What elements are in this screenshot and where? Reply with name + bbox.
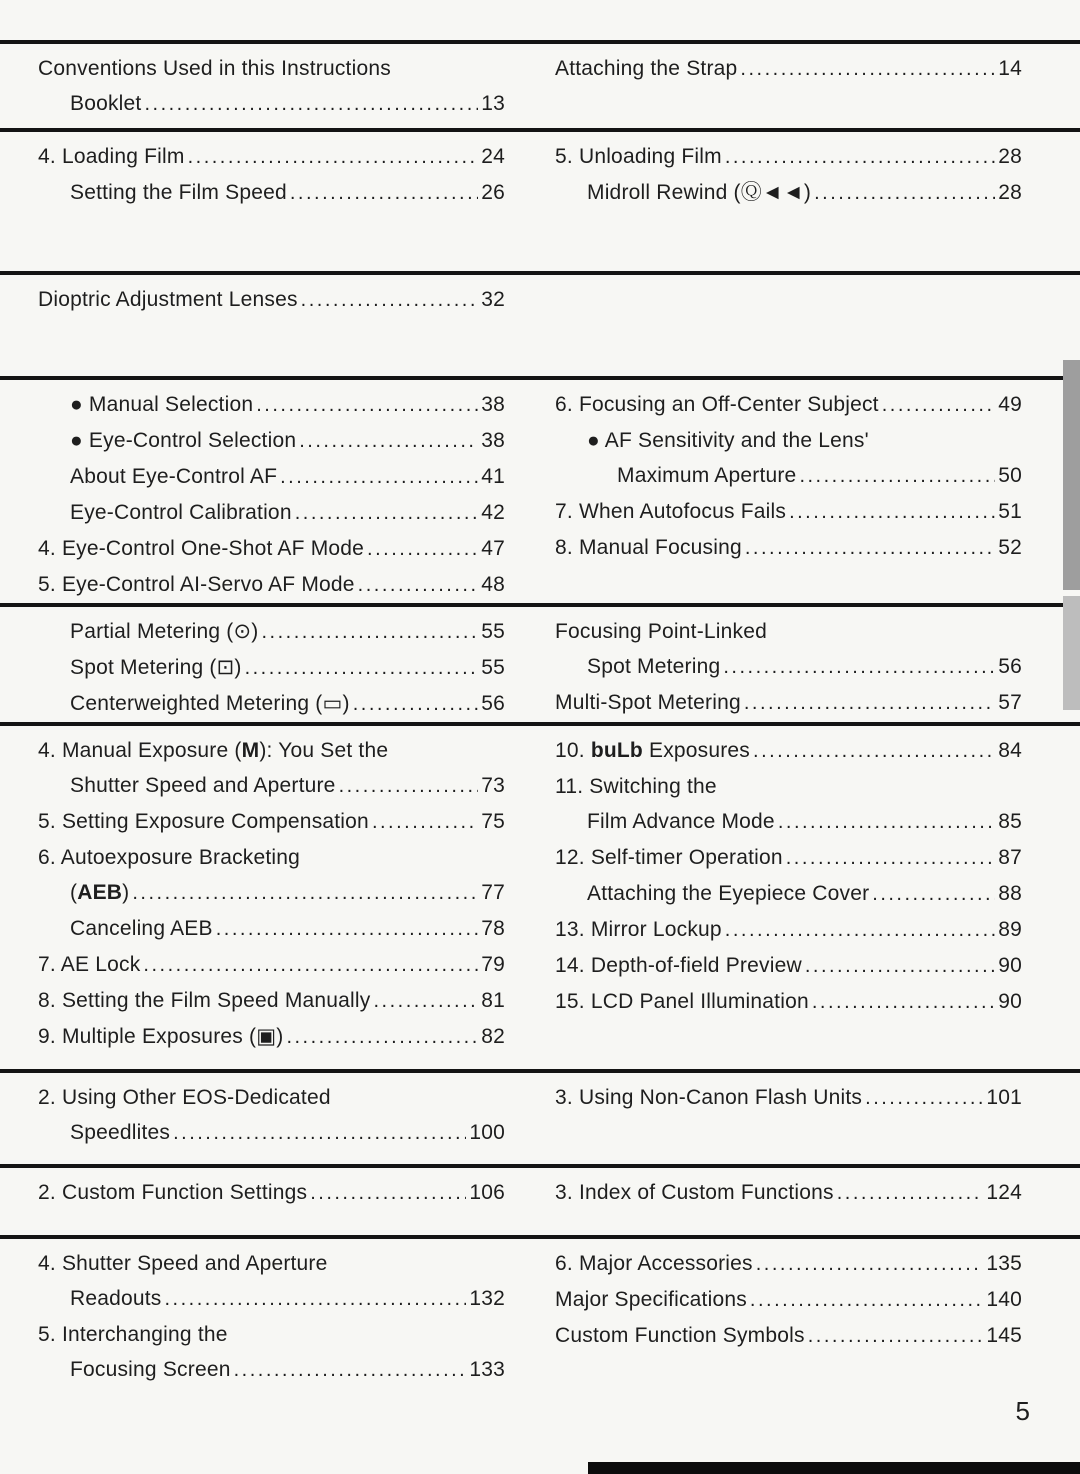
entry-text: Eye-Control Calibration bbox=[70, 501, 292, 524]
dot-leader bbox=[745, 530, 995, 566]
toc-entry bbox=[38, 1317, 505, 1352]
dot-leader bbox=[805, 948, 995, 984]
entry-page: 14 bbox=[998, 57, 1022, 80]
toc-section bbox=[0, 603, 1080, 722]
entry-page: 51 bbox=[998, 500, 1022, 523]
entry-text: 5. Setting Exposure Compensation bbox=[38, 810, 369, 833]
entry-text: Readouts bbox=[70, 1287, 162, 1310]
toc-entry bbox=[38, 175, 505, 211]
entry-page: 81 bbox=[481, 989, 505, 1012]
entry-text: 5. Unloading Film bbox=[555, 145, 722, 168]
entry-page: 145 bbox=[986, 1324, 1022, 1347]
entry-page: 32 bbox=[481, 288, 505, 311]
toc-column-right bbox=[555, 139, 1022, 271]
toc-entry bbox=[38, 840, 505, 875]
entry-text: 4. Manual Exposure (M): You Set the bbox=[38, 739, 389, 762]
dot-leader bbox=[256, 387, 478, 423]
dot-leader bbox=[740, 51, 995, 87]
dot-leader bbox=[310, 1175, 466, 1211]
dot-leader bbox=[756, 1246, 984, 1282]
toc-entry bbox=[555, 769, 1022, 804]
entry-text: 3. Using Non-Canon Flash Units bbox=[555, 1086, 863, 1109]
dot-leader bbox=[808, 1318, 984, 1354]
dot-leader bbox=[837, 1175, 984, 1211]
dot-leader bbox=[216, 911, 479, 947]
entry-text: Setting the Film Speed bbox=[70, 181, 287, 204]
toc-entry bbox=[555, 804, 1022, 840]
entry-page: 100 bbox=[469, 1121, 505, 1144]
entry-page: 38 bbox=[481, 393, 505, 416]
entry-text: (AEB) bbox=[70, 881, 130, 904]
entry-text: 15. LCD Panel Illumination bbox=[555, 990, 809, 1013]
dot-leader bbox=[799, 458, 995, 494]
entry-page: 106 bbox=[469, 1181, 505, 1204]
toc-entry bbox=[38, 1175, 505, 1211]
dot-leader bbox=[373, 983, 478, 1019]
entry-page: 50 bbox=[998, 464, 1022, 487]
toc-entry bbox=[555, 139, 1022, 175]
entry-text: 4. Eye-Control One-Shot AF Mode bbox=[38, 537, 365, 560]
entry-page: 75 bbox=[481, 810, 505, 833]
toc-entry bbox=[38, 947, 505, 983]
dot-leader bbox=[367, 531, 478, 567]
entry-text: ● AF Sensitivity and the Lens' bbox=[587, 429, 869, 452]
entry-text: Custom Function Symbols bbox=[555, 1324, 805, 1347]
toc-entry bbox=[38, 139, 505, 175]
toc-entry bbox=[38, 51, 505, 86]
entry-text: 8. Manual Focusing bbox=[555, 536, 742, 559]
toc-entry bbox=[38, 1246, 505, 1281]
toc-section bbox=[0, 722, 1080, 1069]
entry-text: Maximum Aperture bbox=[617, 464, 797, 487]
dot-leader bbox=[295, 495, 479, 531]
dot-leader bbox=[173, 1115, 466, 1151]
page-bottom-bar bbox=[588, 1462, 1080, 1474]
entry-text: 7. When Autofocus Fails bbox=[555, 500, 787, 523]
entry-page: 84 bbox=[998, 739, 1022, 762]
dot-leader bbox=[188, 139, 479, 175]
entry-text: Film Advance Mode bbox=[587, 810, 775, 833]
entry-text: 6. Autoexposure Bracketing bbox=[38, 846, 301, 869]
entry-text: Spot Metering (⊡) bbox=[70, 656, 242, 679]
toc-entry bbox=[38, 1352, 505, 1388]
entry-text: Attaching the Strap bbox=[555, 57, 738, 80]
toc-entry bbox=[38, 983, 505, 1019]
entry-page: 124 bbox=[986, 1181, 1022, 1204]
dot-leader bbox=[144, 86, 478, 122]
dot-leader bbox=[132, 875, 478, 911]
toc-column-right bbox=[555, 387, 1022, 603]
entry-text: Attaching the Eyepiece Cover bbox=[587, 882, 870, 905]
toc-entry bbox=[38, 1115, 505, 1151]
entry-page: 78 bbox=[481, 917, 505, 940]
toc-entry bbox=[555, 51, 1022, 87]
entry-text: 13. Mirror Lockup bbox=[555, 918, 722, 941]
entry-text: 4. Loading Film bbox=[38, 145, 185, 168]
toc-entry bbox=[555, 530, 1022, 566]
entry-page: 26 bbox=[481, 181, 505, 204]
toc-section bbox=[0, 1235, 1080, 1405]
entry-text: 6. Major Accessories bbox=[555, 1252, 753, 1275]
dot-leader bbox=[372, 804, 478, 840]
toc-entry bbox=[555, 1080, 1022, 1116]
dot-leader bbox=[812, 984, 995, 1020]
entry-text: Booklet bbox=[70, 92, 142, 115]
dot-leader bbox=[143, 947, 478, 983]
toc-entry bbox=[555, 175, 1022, 211]
toc-entry bbox=[555, 1246, 1022, 1282]
toc-entry bbox=[555, 1282, 1022, 1318]
toc-entry bbox=[555, 494, 1022, 530]
toc-column-right bbox=[555, 1175, 1022, 1235]
toc-entry bbox=[38, 768, 505, 804]
entry-page: 132 bbox=[469, 1287, 505, 1310]
chapter-edge-tab bbox=[1063, 360, 1080, 590]
toc-section bbox=[0, 40, 1080, 128]
toc-entry bbox=[38, 387, 505, 423]
entry-text: Multi-Spot Metering bbox=[555, 691, 741, 714]
toc-column-right bbox=[555, 1080, 1022, 1164]
toc-column-left bbox=[38, 1175, 505, 1235]
toc-entry bbox=[38, 86, 505, 122]
entry-text: 2. Custom Function Settings bbox=[38, 1181, 308, 1204]
entry-page: 52 bbox=[998, 536, 1022, 559]
entry-page: 87 bbox=[998, 846, 1022, 869]
entry-text: Canceling AEB bbox=[70, 917, 213, 940]
entry-page: 57 bbox=[998, 691, 1022, 714]
toc-column-left bbox=[38, 1080, 505, 1164]
toc-entry bbox=[38, 614, 505, 650]
toc-column-left bbox=[38, 387, 505, 603]
entry-page: 13 bbox=[481, 92, 505, 115]
entry-text: 5. Eye-Control AI-Servo AF Mode bbox=[38, 573, 355, 596]
toc-column-right bbox=[555, 614, 1022, 722]
entry-page: 28 bbox=[998, 181, 1022, 204]
toc-entry bbox=[555, 458, 1022, 494]
entry-text: Spot Metering bbox=[587, 655, 721, 678]
entry-text: About Eye-Control AF bbox=[70, 465, 278, 488]
entry-page: 47 bbox=[481, 537, 505, 560]
toc-section bbox=[0, 128, 1080, 271]
dot-leader bbox=[725, 912, 995, 948]
toc-section bbox=[0, 1164, 1080, 1235]
entry-text: 11. Switching the bbox=[555, 775, 717, 798]
dot-leader bbox=[234, 1352, 467, 1388]
dot-leader bbox=[358, 567, 479, 603]
entry-page: 56 bbox=[481, 692, 505, 715]
dot-leader bbox=[744, 685, 995, 721]
entry-text: Centerweighted Metering (▭) bbox=[70, 692, 350, 715]
entry-text: 8. Setting the Film Speed Manually bbox=[38, 989, 371, 1012]
toc-entry bbox=[38, 459, 505, 495]
entry-page: 133 bbox=[469, 1358, 505, 1381]
dot-leader bbox=[301, 282, 479, 318]
toc-entry bbox=[555, 614, 1022, 649]
entry-page: 135 bbox=[986, 1252, 1022, 1275]
toc-entry bbox=[555, 1175, 1022, 1211]
toc-entry bbox=[555, 733, 1022, 769]
entry-page: 85 bbox=[998, 810, 1022, 833]
toc-entry bbox=[555, 948, 1022, 984]
dot-leader bbox=[814, 175, 995, 211]
entry-page: 55 bbox=[481, 620, 505, 643]
entry-page: 24 bbox=[481, 145, 505, 168]
dot-leader bbox=[339, 768, 479, 804]
toc-entry bbox=[555, 876, 1022, 912]
dot-leader bbox=[165, 1281, 467, 1317]
toc-entry bbox=[38, 282, 505, 318]
page-number: 5 bbox=[1015, 1396, 1030, 1426]
toc-column-left bbox=[38, 282, 505, 376]
dot-leader bbox=[882, 387, 996, 423]
toc-entry bbox=[38, 875, 505, 911]
toc-entry bbox=[38, 686, 505, 722]
entry-page: 88 bbox=[998, 882, 1022, 905]
dot-leader bbox=[286, 1019, 478, 1055]
dot-leader bbox=[280, 459, 478, 495]
entry-page: 90 bbox=[998, 954, 1022, 977]
entry-text: Midroll Rewind (Ⓠ◄◄) bbox=[587, 181, 812, 204]
dot-leader bbox=[261, 614, 478, 650]
toc-entry bbox=[555, 840, 1022, 876]
toc-entry bbox=[38, 495, 505, 531]
entry-text: Focusing Screen bbox=[70, 1358, 231, 1381]
dot-leader bbox=[290, 175, 478, 211]
toc-column-left bbox=[38, 733, 505, 1069]
dot-leader bbox=[299, 423, 478, 459]
toc-entry bbox=[38, 567, 505, 603]
toc-entry bbox=[38, 733, 505, 768]
toc-entry bbox=[555, 423, 1022, 458]
entry-text: 5. Interchanging the bbox=[38, 1323, 228, 1346]
entry-page: 79 bbox=[481, 953, 505, 976]
entry-text: Major Specifications bbox=[555, 1288, 747, 1311]
entry-text: Speedlites bbox=[70, 1121, 171, 1144]
entry-text: 14. Depth-of-field Preview bbox=[555, 954, 802, 977]
entry-text: 9. Multiple Exposures (▣) bbox=[38, 1025, 284, 1048]
toc-column-left bbox=[38, 1246, 505, 1405]
entry-text: ● Manual Selection bbox=[70, 393, 254, 416]
entry-page: 89 bbox=[998, 918, 1022, 941]
dot-leader bbox=[865, 1080, 983, 1116]
toc-entry bbox=[555, 912, 1022, 948]
entry-text: 6. Focusing an Off-Center Subject bbox=[555, 393, 879, 416]
entry-text: 3. Index of Custom Functions bbox=[555, 1181, 834, 1204]
dot-leader bbox=[753, 733, 995, 769]
entry-page: 56 bbox=[998, 655, 1022, 678]
toc-entry bbox=[555, 984, 1022, 1020]
entry-text: Partial Metering (⊙) bbox=[70, 620, 259, 643]
toc-entry bbox=[555, 387, 1022, 423]
entry-text: Shutter Speed and Aperture bbox=[70, 774, 336, 797]
dot-leader bbox=[353, 686, 479, 722]
entry-page: 73 bbox=[481, 774, 505, 797]
entry-text: Conventions Used in this Instructions bbox=[38, 57, 391, 80]
entry-text: 2. Using Other EOS-Dedicated bbox=[38, 1086, 331, 1109]
toc-entry bbox=[38, 1080, 505, 1115]
toc-entry bbox=[38, 804, 505, 840]
entry-page: 28 bbox=[998, 145, 1022, 168]
entry-page: 48 bbox=[481, 573, 505, 596]
dot-leader bbox=[723, 649, 995, 685]
entry-page: 77 bbox=[481, 881, 505, 904]
toc-column-left bbox=[38, 614, 505, 722]
toc-entry bbox=[555, 685, 1022, 721]
entry-page: 38 bbox=[481, 429, 505, 452]
dot-leader bbox=[725, 139, 995, 175]
entry-text: Dioptric Adjustment Lenses bbox=[38, 288, 298, 311]
toc-column-left bbox=[38, 139, 505, 271]
toc-entry bbox=[38, 531, 505, 567]
entry-page: 49 bbox=[998, 393, 1022, 416]
entry-text: 7. AE Lock bbox=[38, 953, 141, 976]
entry-page: 42 bbox=[481, 501, 505, 524]
dot-leader bbox=[872, 876, 995, 912]
entry-page: 140 bbox=[986, 1288, 1022, 1311]
entry-text: ● Eye-Control Selection bbox=[70, 429, 297, 452]
entry-text: Focusing Point-Linked bbox=[555, 620, 767, 643]
toc-entry bbox=[38, 1281, 505, 1317]
dot-leader bbox=[245, 650, 479, 686]
entry-page: 41 bbox=[481, 465, 505, 488]
chapter-edge-tab-2 bbox=[1063, 596, 1080, 710]
entry-text: 10. buLb Exposures bbox=[555, 739, 751, 762]
toc-entry bbox=[38, 911, 505, 947]
toc-section bbox=[0, 376, 1080, 603]
dot-leader bbox=[786, 840, 996, 876]
dot-leader bbox=[789, 494, 995, 530]
entry-page: 55 bbox=[481, 656, 505, 679]
entry-text: 12. Self-timer Operation bbox=[555, 846, 783, 869]
toc-entry bbox=[38, 1019, 505, 1055]
toc-column-right bbox=[555, 282, 1022, 376]
entry-page: 101 bbox=[986, 1086, 1022, 1109]
toc-section bbox=[0, 271, 1080, 376]
toc-column-right bbox=[555, 1246, 1022, 1405]
dot-leader bbox=[750, 1282, 983, 1318]
entry-page: 90 bbox=[998, 990, 1022, 1013]
toc-entry bbox=[555, 1318, 1022, 1354]
dot-leader bbox=[778, 804, 995, 840]
toc-entry bbox=[38, 650, 505, 686]
toc-column-right bbox=[555, 51, 1022, 128]
toc-column-left bbox=[38, 51, 505, 128]
entry-page: 82 bbox=[481, 1025, 505, 1048]
toc-column-right bbox=[555, 733, 1022, 1069]
entry-text: 4. Shutter Speed and Aperture bbox=[38, 1252, 328, 1275]
toc-entry bbox=[555, 649, 1022, 685]
toc-section bbox=[0, 1069, 1080, 1164]
toc-entry bbox=[38, 423, 505, 459]
